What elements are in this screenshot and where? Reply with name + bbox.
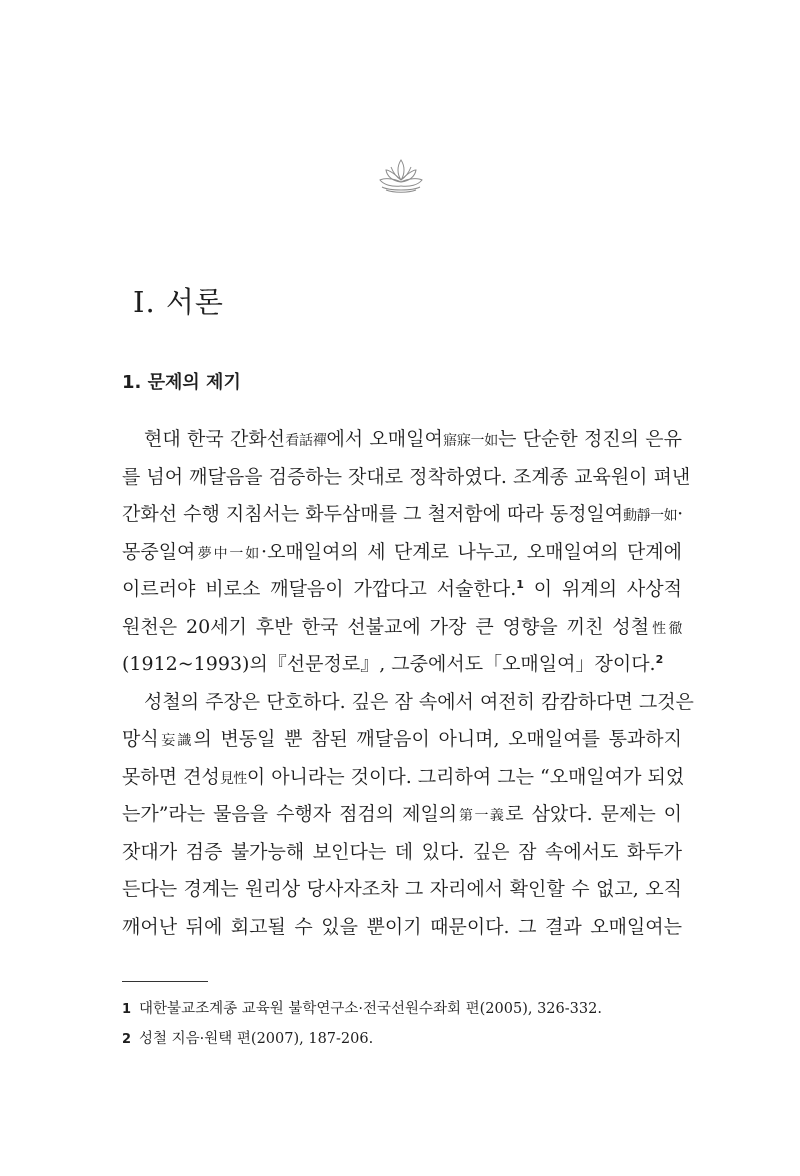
footnote-divider (122, 981, 208, 982)
footnote (122, 994, 682, 1024)
body-line: 현대 한국 간화선看話禪에서 오매일여寤寐一如는 단순한 정진의 은유 (144, 428, 683, 450)
body-line: 잣대가 검증 불가능해 보인다는 데 있다. 깊은 잠 속에서도 화두가 (122, 840, 682, 863)
footnote-ref-1[interactable]: 1 (516, 578, 524, 591)
footnote (122, 1024, 682, 1054)
footnote-number: 2 (122, 1032, 132, 1047)
body-line: 깨어난 뒤에 회고될 수 있을 뿐이기 때문이다. 그 결과 오매일여는 (122, 915, 682, 938)
body-line: 원천은 20세기 후반 한국 선불교에 가장 큰 영향을 끼친 성철性徹 (122, 615, 682, 638)
footnotes (122, 994, 682, 1054)
body-line: (1912~1993)의『선문정로』, 그중에서도「오매일여」장이다.$^2$ (122, 653, 664, 675)
body-line: 이르러야 비로소 깨달음이 가깝다고 서술한다.$^1$ 이 위계의 사상적 (122, 578, 682, 600)
body-line: 간화선 수행 지침서는 화두삼매를 그 철저함에 따라 동정일여動靜一如· (122, 503, 684, 525)
body-line: 는가”라는 물음을 수행자 점검의 제일의第一義로 삼았다. 문제는 이 (122, 803, 682, 825)
body-line: 를 넘어 깨달음을 검증하는 잣대로 정착하였다. 조계종 교육원이 펴낸 (122, 465, 691, 488)
footnote-text: 성철 지음·원택 편(2007), 187-206. (139, 1031, 374, 1047)
body-line: 몽중일여夢中一如·오매일여의 세 단계로 나누고, 오매일여의 단계에 (122, 540, 682, 563)
lotus-icon (378, 156, 424, 194)
body-line: 든다는 경계는 원리상 당사자조차 그 자리에서 확인할 수 없고, 오직 (122, 878, 682, 900)
body-line: 망식妄識의 변동일 뿐 참된 깨달음이 아니며, 오매일여를 통과하지 (122, 728, 682, 750)
chapter-title: Ⅰ. 서론 (133, 285, 224, 319)
body-line: 못하면 견성見性이 아니라는 것이다. 그리하여 그는 “오매일여가 되었 (122, 765, 685, 788)
section-title: 1. 문제의 제기 (122, 372, 241, 393)
body-line: 성철의 주장은 단호하다. 깊은 잠 속에서 여전히 캄캄하다면 그것은 (144, 690, 694, 713)
footnote-ref-2[interactable]: 2 (655, 653, 664, 666)
body-text (122, 421, 694, 946)
footnote-number: 1 (122, 1002, 132, 1017)
footnote-text: 대한불교조계종 교육원 불학연구소·전국선원수좌회 편(2005), 326-332. (139, 1001, 602, 1017)
